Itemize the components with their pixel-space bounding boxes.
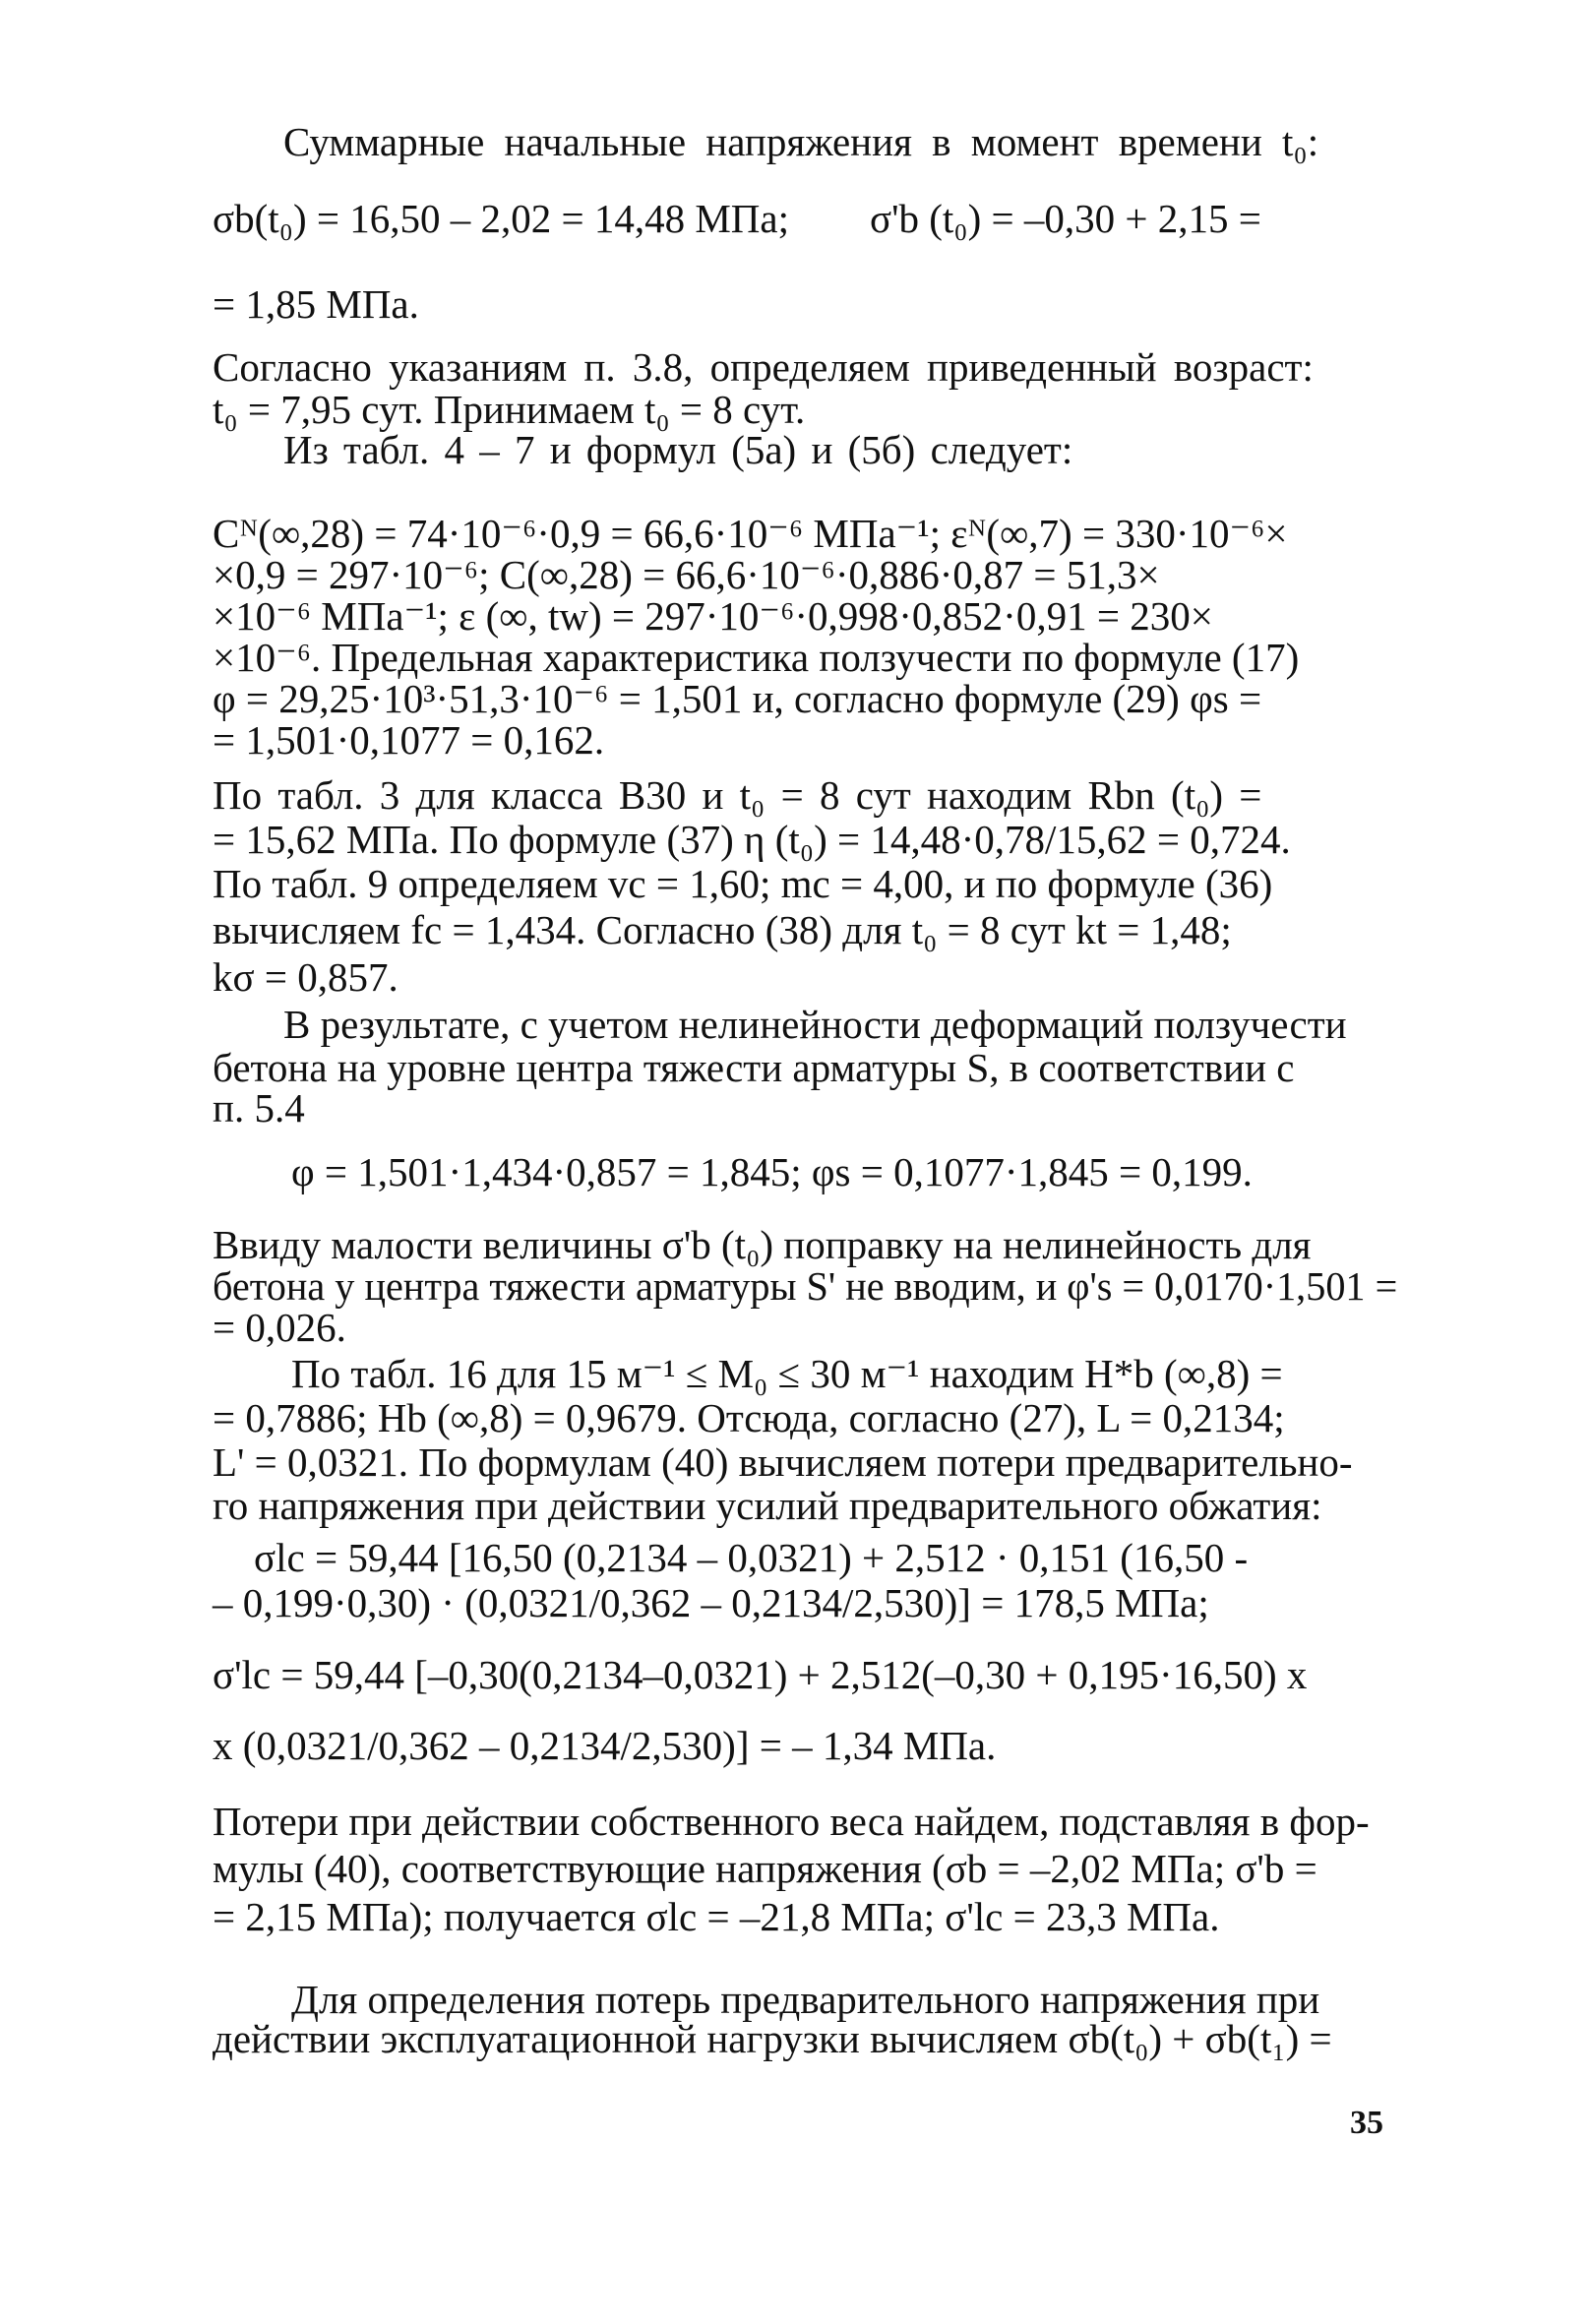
formula-line: σ'lc = 59,44 [–0,30(0,2134–0,0321) + 2,512(–0,30 + 0,195·16,50) x (213, 1652, 1308, 1697)
text-line: ×0,9 = 297·10⁻⁶; C(∞,28) = 66,6·10⁻⁶·0,886·0,87 = 51,3× (213, 552, 1160, 597)
text-line: Потери при действии собственного веса найдем, подставляя в фор- (213, 1799, 1370, 1844)
text-line: ×10⁻⁶. Предельная характеристика ползучести по формуле (17) (213, 635, 1300, 680)
text-line: t₀ = 7,95 сут. Принимаем t₀ = 8 сут. (213, 387, 806, 432)
text-line: = 15,62 МПа. По формуле (37) η (t₀) = 14,48·0,78/15,62 = 0,724. (213, 817, 1291, 862)
text-line: п. 5.4 (213, 1085, 305, 1131)
text-line: σb(t₀) = 16,50 – 2,02 = 14,48 МПа; σ'b (t₀) = –0,30 + 2,15 = (213, 196, 1261, 241)
text-line: бетона у центра тяжести арматуры S' не вводим, и φ's = 0,0170·1,501 = (213, 1263, 1398, 1309)
text-line: φ = 1,501·1,434·0,857 = 1,845; φs = 0,1077·1,845 = 0,199. (291, 1149, 1253, 1194)
text-line: = 2,15 МПа); получается σlc = –21,8 МПа; σ'lc = 23,3 МПа. (213, 1894, 1220, 1939)
text-line: Cᴺ(∞,28) = 74·10⁻⁶·0,9 = 66,6·10⁻⁶ МПа⁻¹; εᴺ(∞,7) = 330·10⁻⁶× (213, 511, 1288, 556)
text-line: L' = 0,0321. По формулам (40) вычисляем потери предварительно- (213, 1439, 1353, 1485)
text-line: Согласно указаниям п. 3.8, определяем приведенный возраст: (213, 344, 1314, 390)
text-line: kσ = 0,857. (213, 954, 398, 1000)
text-line: го напряжения при действии усилий предварительного обжатия: (213, 1483, 1322, 1528)
text-line: = 1,501·0,1077 = 0,162. (213, 717, 605, 763)
text-line: = 0,026. (213, 1305, 346, 1350)
text-line: = 0,7886; Hb (∞,8) = 0,9679. Отсюда, согласно (27), L = 0,2134; (213, 1395, 1285, 1440)
page-number: 35 (1350, 2105, 1383, 2141)
formula-line: – 0,199·0,30) · (0,0321/0,362 – 0,2134/2,530)] = 178,5 МПа; (213, 1580, 1209, 1625)
text-line: Из табл. 4 – 7 и формул (5а) и (5б) следует: (283, 427, 1073, 472)
text-line: бетона на уровне центра тяжести арматуры S, в соответствии с (213, 1045, 1295, 1090)
formula-line: σlc = 59,44 [16,50 (0,2134 – 0,0321) + 2,512 · 0,151 (16,50 - (254, 1535, 1249, 1580)
text-line: По табл. 16 для 15 м⁻¹ ≤ M₀ ≤ 30 м⁻¹ находим H*b (∞,8) = (291, 1351, 1283, 1396)
text-line: По табл. 3 для класса В30 и t₀ = 8 сут находим Rbn (t₀) = (213, 772, 1262, 818)
text-line: = 1,85 МПа. (213, 281, 419, 327)
text-line: мулы (40), соответствующие напряжения (σb = –2,02 МПа; σ'b = (213, 1846, 1317, 1891)
text-line: Ввиду малости величины σ'b (t₀) поправку на нелинейность для (213, 1222, 1312, 1267)
text-line: действии эксплуатационной нагрузки вычисляем σb(t₀) + σb(t₁) = (213, 2016, 1332, 2061)
text-line: Суммарные начальные напряжения в момент времени t₀: (283, 119, 1319, 164)
text-line: φ = 29,25·10³·51,3·10⁻⁶ = 1,501 и, согласно формуле (29) φs = (213, 676, 1262, 721)
text-line: В результате, с учетом нелинейности деформаций ползучести (283, 1002, 1347, 1047)
text-line: По табл. 9 определяем vc = 1,60; mc = 4,00, и по формуле (36) (213, 861, 1273, 906)
text-line: вычисляем fc = 1,434. Согласно (38) для t₀ = 8 сут kt = 1,48; (213, 907, 1232, 952)
text-line: Для определения потерь предварительного напряжения при (291, 1977, 1320, 2022)
text-line: ×10⁻⁶ МПа⁻¹; ε (∞, tw) = 297·10⁻⁶·0,998·0,852·0,91 = 230× (213, 593, 1213, 639)
formula-line: x (0,0321/0,362 – 0,2134/2,530)] = – 1,34 МПа. (213, 1723, 997, 1768)
